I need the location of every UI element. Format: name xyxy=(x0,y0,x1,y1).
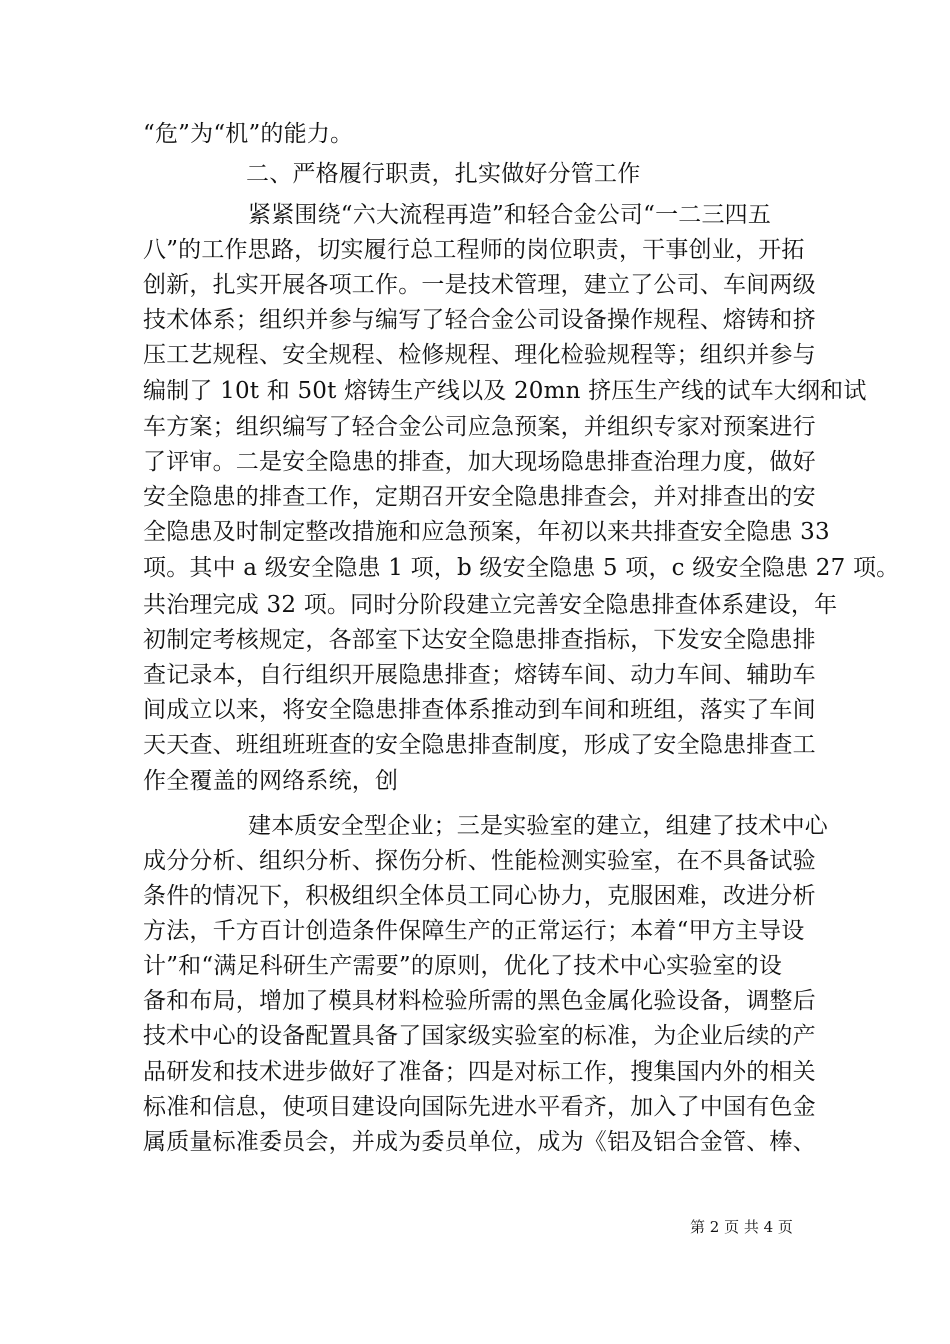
text-line-21: 成分分析、组织分析、探伤分析、性能检测实验室，在不具备试验 xyxy=(143,848,816,874)
text-line-22: 条件的情况下，积极组织全体员工同心协力，克服困难，改进分析 xyxy=(143,883,816,909)
text-line-19: 作全覆盖的网络系统，创 xyxy=(143,768,399,794)
text-line-28: 标准和信息，使项目建设向国际先进水平看齐，加入了中国有色金 xyxy=(143,1094,816,1120)
text-line-18: 天天查、班组班班查的安全隐患排查制度，形成了安全隐患排查工 xyxy=(143,732,816,758)
page-number: 第 2 页 共 4 页 xyxy=(690,1218,793,1236)
text-line-3: 紧紧围绕“六大流程再造”和轻合金公司“一二三四五 xyxy=(248,202,772,228)
text-line-29: 属质量标准委员会，并成为委员单位，成为《铝及铝合金管、棒、 xyxy=(143,1129,816,1155)
text-line-15: 初制定考核规定，各部室下达安全隐患排查指标，下发安全隐患排 xyxy=(143,627,816,653)
text-line-25: 备和布局，增加了模具材料检验所需的黑色金属化验设备，调整后 xyxy=(143,988,816,1014)
text-line-20: 建本质安全型企业；三是实验室的建立，组建了技术中心 xyxy=(248,813,828,839)
text-line-8: 编制了 10t 和 50t 熔铸生产线以及 20mn 挤压生产线的试车大纲和试 xyxy=(143,378,867,404)
text-line-5: 创新，扎实开展各项工作。一是技术管理，建立了公司、车间两级 xyxy=(143,272,816,298)
text-line-6: 技术体系；组织并参与编写了轻合金公司设备操作规程、熔铸和挤 xyxy=(143,307,816,333)
text-line-23: 方法，千方百计创造条件保障生产的正常运行；本着“甲方主导设 xyxy=(143,918,805,944)
text-line-24: 计”和“满足科研生产需要”的原则，优化了技术中心实验室的设 xyxy=(143,953,783,979)
text-line-7: 压工艺规程、安全规程、检修规程、理化检验规程等；组织并参与 xyxy=(143,342,816,368)
text-line-14: 共治理完成 32 项。同时分阶段建立完善安全隐患排查体系建设，年 xyxy=(143,592,838,618)
section-heading: 二、严格履行职责，扎实做好分管工作 xyxy=(246,161,641,187)
text-line-10: 了评审。二是安全隐患的排查，加大现场隐患排查治理力度，做好 xyxy=(143,449,816,475)
text-line-11: 安全隐患的排查工作，定期召开安全隐患排查会，并对排查出的安 xyxy=(143,484,816,510)
text-line-1: “危”为“机”的能力。 xyxy=(143,121,354,147)
text-line-16: 查记录本，自行组织开展隐患排查；熔铸车间、动力车间、辅助车 xyxy=(143,662,816,688)
text-line-4: 八”的工作思路，切实履行总工程师的岗位职责，干事创业，开拓 xyxy=(143,237,805,263)
text-line-12: 全隐患及时制定整改措施和应急预案，年初以来共排查安全隐患 33 xyxy=(143,519,830,545)
text-line-26: 技术中心的设备配置具备了国家级实验室的标准，为企业后续的产 xyxy=(143,1023,816,1049)
text-line-27: 品研发和技术进步做好了准备；四是对标工作，搜集国内外的相关 xyxy=(143,1059,816,1085)
text-line-13: 项。其中 a 级安全隐患 1 项，b 级安全隐患 5 项，c 级安全隐患 27 项。 xyxy=(143,555,900,581)
text-line-9: 车方案；组织编写了轻合金公司应急预案，并组织专家对预案进行 xyxy=(143,414,816,440)
text-line-17: 间成立以来，将安全隐患排查体系推动到车间和班组，落实了车间 xyxy=(143,697,816,723)
